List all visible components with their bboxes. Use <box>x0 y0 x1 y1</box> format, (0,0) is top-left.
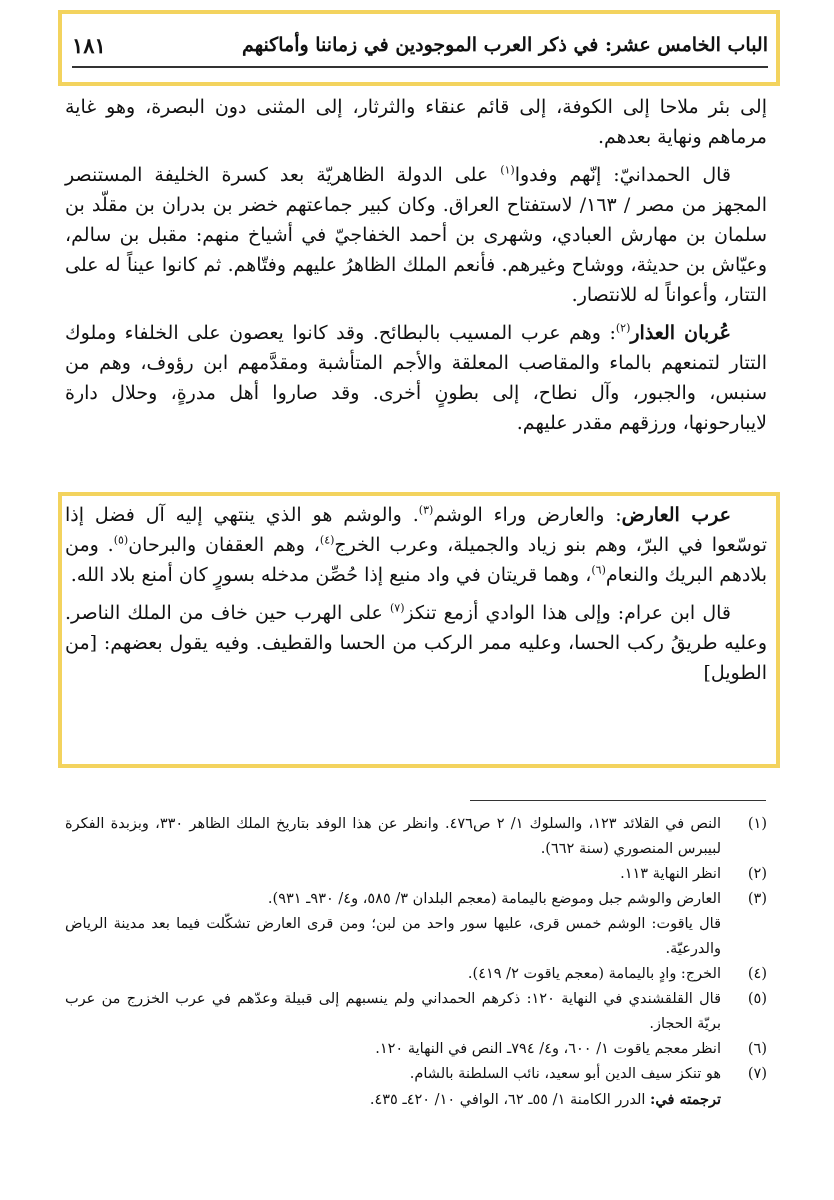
footnote-text: الخرج: وادٍ باليمامة (معجم ياقوت ٢/ ٤١٩). <box>467 966 721 982</box>
footnote-6 <box>65 1037 767 1062</box>
body-text-top <box>65 92 767 438</box>
footnote-text: انظر معجم ياقوت ١/ ٦٠٠، و٤/ ٧٩٤ـ النص في النهاية ١٢٠. <box>375 1041 721 1057</box>
footnote-3-continuation: قال ياقوت: الوشم خمس قرى، عليها سور واحد من لبن؛ ومن قرى العارض تشكّلت فيما بعد مدينة الرياض والدرعيّة. <box>65 916 721 957</box>
footnote-text: انظر النهاية ١١٣. <box>620 866 721 882</box>
footnote-text: هو تنكز سيف الدين أبو سعيد، نائب السلطنة بالشام. <box>409 1066 721 1082</box>
footnote-number: (٤) <box>747 966 767 982</box>
footnote-ref-6: (٦) <box>591 563 606 577</box>
footnote-text: قال القلقشندي في النهاية ١٢٠: ذكرهم الحمداني ولم ينسبهم إلى قبيلة وعدّهم في عرب الخزرج من عرب بريّة الحجاز. <box>65 991 722 1032</box>
footnote-number: (١) <box>747 816 767 832</box>
running-title: الباب الخامس عشر: في ذكر العرب الموجودين في زماننا وأماكنهم <box>242 34 768 56</box>
footnote-1 <box>65 812 767 862</box>
section-heading-urban-al-adhar: عُربان العذار <box>630 322 731 344</box>
footnotes <box>65 812 767 1113</box>
footnote-3 <box>65 887 767 912</box>
footnote-ref-1: (١) <box>500 163 515 177</box>
footnote-number: (٣) <box>747 891 767 907</box>
biography-label: ترجمته في: <box>650 1091 721 1108</box>
footnote-ref-3: (٣) <box>418 503 434 517</box>
body-text-highlighted <box>65 500 767 688</box>
footnote-5 <box>65 987 767 1037</box>
footnote-text: العارض والوشم جبل وموضع باليمامة (معجم البلدان ٣/ ٥٨٥، و٤/ ٩٣٠ـ ٩٣١). <box>267 891 721 907</box>
footnote-7-continuation: ترجمته في: الدرر الكامنة ١/ ٥٥ـ ٦٢، الوافي ١٠/ ٤٢٠ـ ٤٣٥. <box>369 1091 721 1108</box>
page-number: ١٨١ <box>72 32 106 58</box>
footnote-number: (٧) <box>747 1066 767 1082</box>
paragraph-urban-al-adhar: عُربان العذار$^{(٢)}$: وهم عرب المسيب بالبطائح. وقد كانوا يعصون على الخلفاء وملوك التتار لتمنعهم بالماء والمقاصب المعلقة والأجم المتأشبة ومقدَّمهم ابن رؤوف، وهم من سنبس، والجبور، وآل نطاح، إلى بطونٍ أخرى. وقد صاروا أهل مدرةٍ، وحلال دارة لايبارحونها، ورزقهم مقدر عليهم. <box>65 321 767 434</box>
paragraph-hamdani: قال الحمدانيّ: إنّهم وفدوا$^{(١)}$ على الدولة الظاهريّة بعد كسرة الخليفة المستنصر المجهز من مصر / ١٦٣/ لاستفتاح العراق. وكان كبير جماعتهم خضر بن بدران بن مقلّد بن سلمان بن مهارش العبادي، وشهرى بن أحمد الخفاجيّ في أشياخ منهم: مقبل بن سالم، وعيّاش بن حديثة، ووشاح وغيرهم. فأنعم الملك الظاهرُ عليهم وفتّاهم. ثم كانوا عيناً له على التتار، وأعواناً له للانتصار. <box>65 163 767 306</box>
paragraph-1: إلى بئر ملاحا إلى الكوفة، إلى قائم عنقاء والثرثار، إلى المثنى دون البصرة، وهو غاية مرماهم ونهاية بعدهم. <box>65 96 767 148</box>
footnote-text: النص في القلائد ١٢٣، والسلوك ١/ ٢ ص٤٧٦. وانظر عن هذا الوفد بتاريخ الملك الظاهر ٣٣٠، وبزبدة الفكرة لبيبرس المنصوري (سنة ٦٦٢). <box>65 816 721 857</box>
paragraph-ibn-aram: قال ابن عرام: وإلى هذا الوادي أزمع تنكز$^{(٧)}$ على الهرب حين خاف من الملك الناصر. وعليه طريقُ ركب الحسا، وعليه ممر الركب من الحسا والقطيف. وفيه يقول بعضهم: [من الطويل] <box>65 601 767 684</box>
footnote-ref-2: (٢) <box>615 321 631 335</box>
footnote-ref-7: (٧) <box>390 601 405 615</box>
footnote-separator <box>470 800 766 801</box>
footnote-2 <box>65 862 767 887</box>
footnote-number: (٢) <box>747 866 767 882</box>
section-heading-arab-al-arid: عرب العارض <box>621 504 731 526</box>
footnote-ref-5: (٥) <box>113 533 129 547</box>
footnote-number: (٦) <box>747 1041 767 1057</box>
footnote-4 <box>65 962 767 987</box>
page-header <box>72 28 768 68</box>
footnote-ref-4: (٤) <box>319 533 335 547</box>
footnote-7 <box>65 1062 767 1087</box>
footnote-number: (٥) <box>747 991 767 1007</box>
paragraph-arab-al-arid: عرب العارض: والعارض وراء الوشم$^{(٣)}$. والوشم هو الذي ينتهي إليه آل فضل إذا توسّعوا في البرّ، وهم بنو زياد والجميلة، وعرب الخرج$^{(٤)}$، وهم العقفان والبرحان$^{(٥)}$. ومن بلادهم البريك والنعام$^{(٦)}$، وهما قريتان في واد منيع إذا حُصِّن مدخله بسورٍ كان أمنع بلاد الله. <box>65 503 767 586</box>
